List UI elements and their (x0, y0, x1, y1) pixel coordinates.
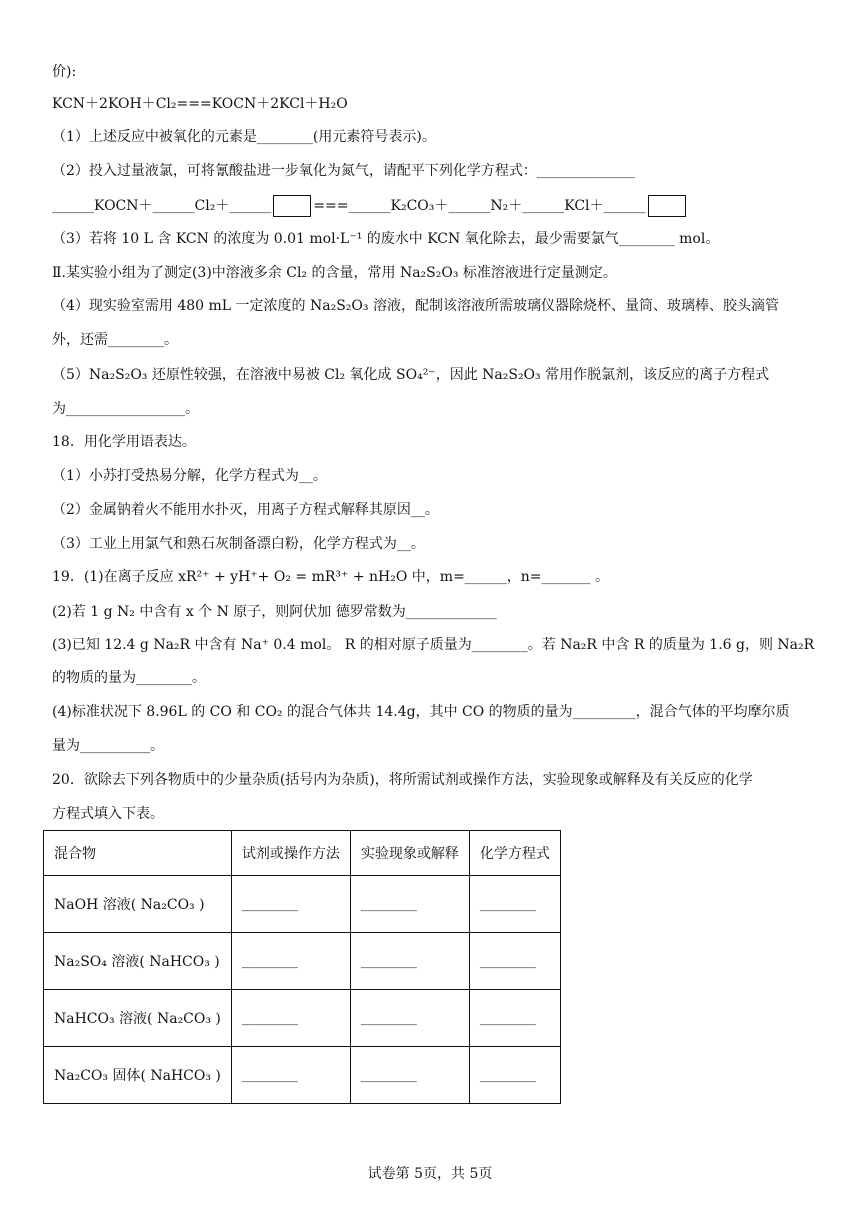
question-17-4: （4）现实验室需用 480 mL 一定浓度的 Na₂S₂O₃ 溶液，配制该溶液所需玻璃仪器除烧杯、量筒、玻璃棒、胶头滴管 (52, 298, 779, 314)
table-cell: ________ (469, 933, 560, 990)
question-17-5: （5）Na₂S₂O₃ 还原性较强，在溶液中易被 Cl₂ 氧化成 SO₄²⁻，因此 Na₂S₂O₃ 常用作脱氯剂，该反应的离子方程式 (52, 367, 770, 383)
text-line: 价): (52, 64, 77, 80)
table-cell: ________ (231, 933, 350, 990)
table-header: 试剂或操作方法 (231, 831, 350, 876)
page-footer: 试卷第 5页，共 5页 (367, 1166, 493, 1182)
answer-box (648, 195, 686, 217)
table-cell: ________ (350, 933, 469, 990)
question-18-1: （1）小苏打受热易分解，化学方程式为__。 (52, 468, 327, 484)
question-18: 18．用化学用语表达。 (52, 434, 196, 450)
question-17-4-cont: 外，还需________。 (52, 332, 178, 348)
table-header-row (44, 831, 561, 876)
table-cell: Na₂CO₃ 固体( NaHCO₃ ) (44, 1047, 232, 1104)
table-cell: ________ (350, 876, 469, 933)
balance-equation-line (52, 195, 688, 217)
question-20: 20．欲除去下列各物质中的少量杂质(括号内为杂质)，将所需试剂或操作方法，实验现象或解释及有关反应的化学 (52, 772, 753, 788)
question-19-3: (3)已知 12.4 g Na₂R 中含有 Na⁺ 0.4 mol。 R 的相对原子质量为________。若 Na₂R 中含 R 的质量为 1.6 g，则 Na₂R (52, 637, 815, 653)
table-cell: ________ (231, 990, 350, 1047)
question-19-1: 19．(1)在离子反应 xR²⁺ + yH⁺+ O₂ = mR³⁺ + nH₂O 中，m=______，n=_______ 。 (52, 569, 609, 585)
table-cell: ________ (231, 1047, 350, 1104)
question-19-4-cont: 量为__________。 (52, 738, 164, 754)
table-cell: ________ (231, 876, 350, 933)
question-17-3: （3）若将 10 L 含 KCN 的浓度为 0.01 mol·L⁻¹ 的废水中 KCN 氧化除去，最少需要氯气________ mol。 (52, 231, 720, 247)
table-cell: ________ (350, 990, 469, 1047)
table-row (44, 990, 561, 1047)
equation-left: ______KOCN＋______Cl₂＋______ (52, 198, 272, 214)
equation-right: ===______K₂CO₃＋______N₂＋______KCl＋______ (313, 198, 646, 214)
question-19-3-cont: 的物质的量为________。 (52, 670, 206, 686)
table-row (44, 1047, 561, 1104)
table-cell: ________ (469, 876, 560, 933)
question-18-3: （3）工业上用氯气和熟石灰制备漂白粉，化学方程式为__。 (52, 536, 425, 552)
answer-box (273, 195, 311, 217)
question-17-2: （2）投入过量液氯，可将氰酸盐进一步氧化为氮气，请配平下列化学方程式：______________ (52, 163, 635, 179)
table-header: 实验现象或解释 (350, 831, 469, 876)
table-cell: ________ (469, 990, 560, 1047)
equation-line: KCN＋2KOH＋Cl₂===KOCN＋2KCl＋H₂O (52, 96, 348, 112)
section-ii: Ⅱ.某实验小组为了测定(3)中溶液多余 Cl₂ 的含量，常用 Na₂S₂O₃ 标准溶液进行定量测定。 (52, 265, 617, 281)
table-header: 混合物 (44, 831, 232, 876)
table-row (44, 933, 561, 990)
table-row (44, 876, 561, 933)
question-19-4: (4)标准状况下 8.96L 的 CO 和 CO₂ 的混合气体共 14.4g，其中 CO 的物质的量为_________，混合气体的平均摩尔质 (52, 704, 790, 720)
question-17-1: （1）上述反应中被氧化的元素是________(用元素符号表示)。 (52, 129, 436, 145)
table-cell: ________ (350, 1047, 469, 1104)
table-cell: Na₂SO₄ 溶液( NaHCO₃ ) (44, 933, 232, 990)
table-cell: NaHCO₃ 溶液( Na₂CO₃ ) (44, 990, 232, 1047)
question-20-cont: 方程式填入下表。 (52, 806, 164, 822)
question-19-2: (2)若 1 g N₂ 中含有 x 个 N 原子，则阿伏加 德罗常数为_____________ (52, 604, 497, 620)
table-cell: ________ (469, 1047, 560, 1104)
question-18-2: （2）金属钠着火不能用水扑灭，用离子方程式解释其原因__。 (52, 502, 439, 518)
answer-table (43, 830, 561, 1104)
question-17-5-cont: 为_________________。 (52, 401, 199, 417)
table-cell: NaOH 溶液( Na₂CO₃ ) (44, 876, 232, 933)
table-header: 化学方程式 (469, 831, 560, 876)
